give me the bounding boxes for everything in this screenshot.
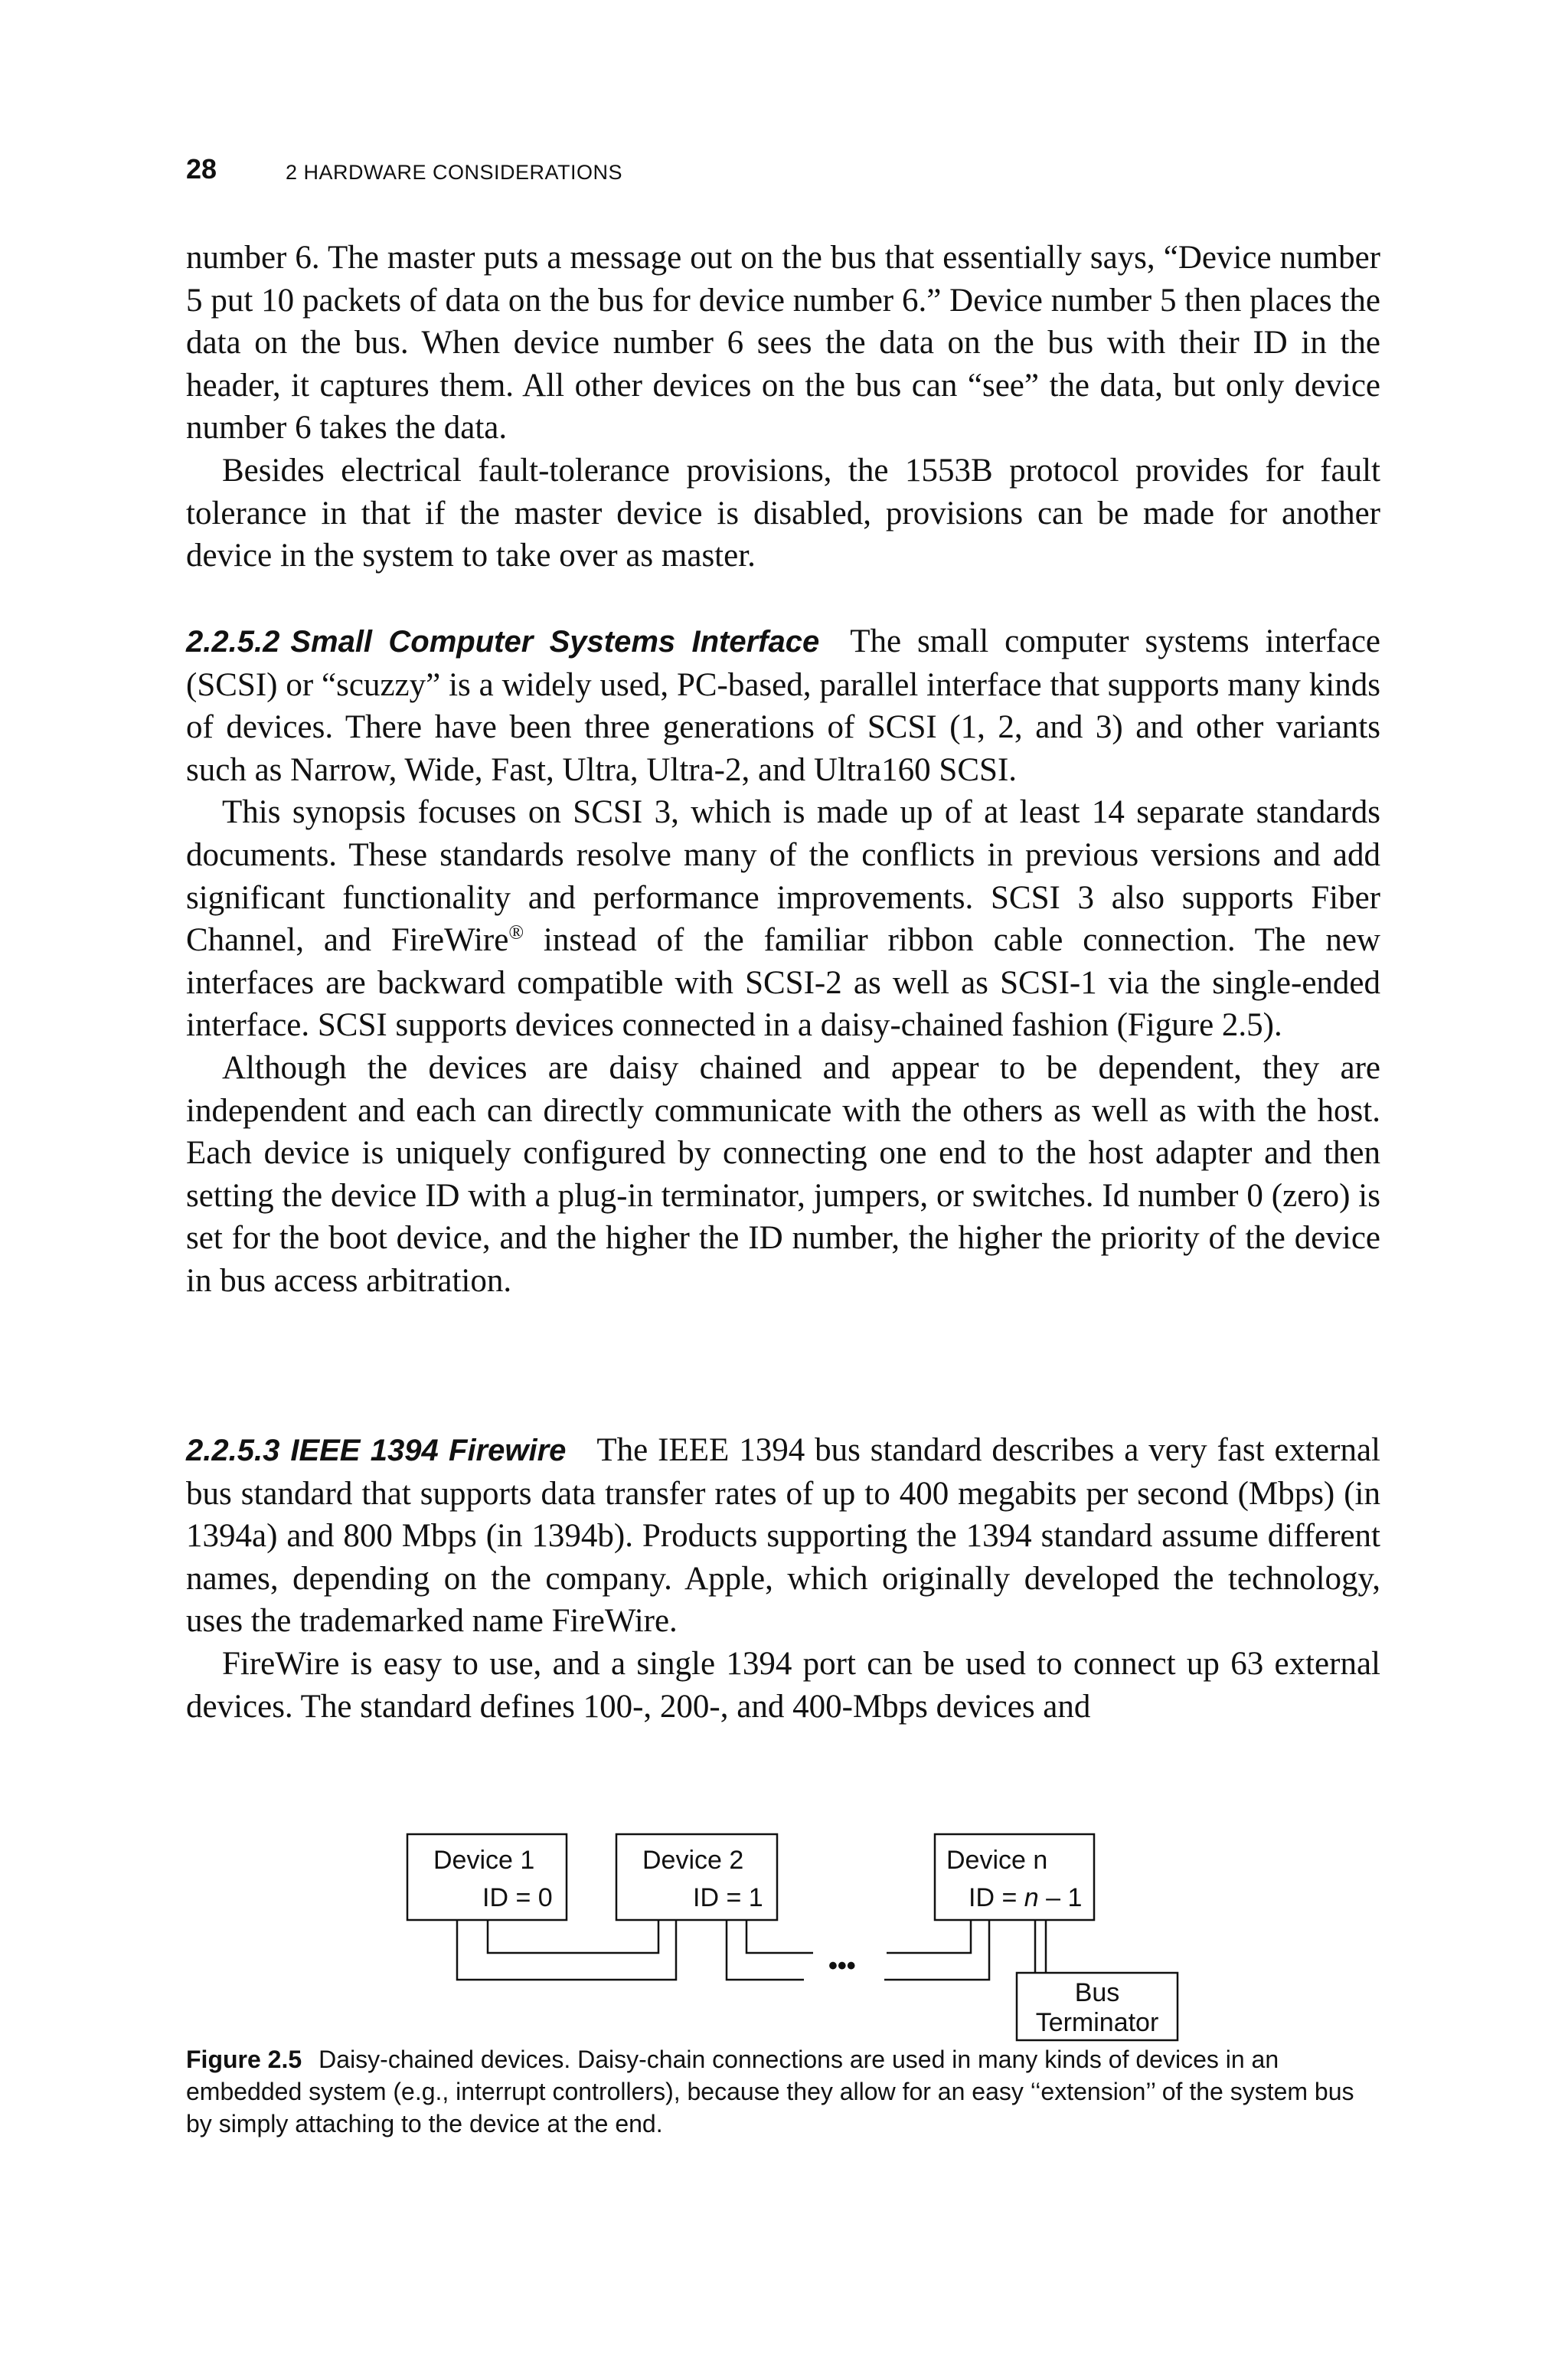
paragraph: FireWire is easy to use, and a single 1394 port can be used to connect up 63 external devices. The standard defines 100-, 200-, and 400-Mbps devices and bbox=[186, 1645, 1380, 1725]
bus-terminator-box bbox=[1017, 1973, 1178, 2040]
device-1-label: Device 1 bbox=[433, 1846, 535, 1875]
section-heading bbox=[186, 625, 819, 659]
cable-inner-2-left bbox=[746, 1920, 813, 1953]
running-head: 2 HARDWARE CONSIDERATIONS bbox=[286, 161, 623, 184]
device-n-box bbox=[935, 1834, 1094, 1920]
page-number: 28 bbox=[186, 153, 217, 185]
paragraph-text: The small computer systems interface (SCSI) or “scuzzy” is a widely used, PC-based, parallel interface that supports many kinds of devices. There have been three generations of SCSI (1, 2, and 3) and other variants such as Narrow, Wide, Fast, Ultra, Ultra-2, and Ultra160 SCSI. bbox=[186, 623, 1381, 788]
paragraph: number 6. The master puts a message out on the bus that essentially says, “Device number 5 put 10 packets of data on the bus for device number 6.” Device number 5 then places the data on the bus. When device number 6 sees the data on the bus with their ID in the header, it captures them. All other devices on the bus can “see” the data, but only device number 6 takes the data. bbox=[186, 240, 1380, 446]
section-title: IEEE 1394 Firewire bbox=[290, 1434, 567, 1467]
paragraph bbox=[186, 791, 1380, 1047]
section-number: 2.2.5.3 bbox=[186, 1434, 280, 1467]
paragraph: Although the devices are daisy chained and appear to be dependent, they are independent and each can directly communicate with the others as well as with the host. Each device is uniquely configured by connecting one end to the host adapter and then setting the device ID with a plug-in terminator, jumpers, or switches. Id number 0 (zero) is set for the boot device, and the higher the ID number, the higher the priority of the device in bus access arbitration. bbox=[186, 1049, 1380, 1299]
figure-caption-text: Daisy-chained devices. Daisy-chain connections are used in many kinds of devices in an embedded system (e.g., interrupt controllers), because they allow for an easy ‘‘extension’’ of the system bus by simply attaching to the device at the end. bbox=[186, 2046, 1354, 2137]
paragraph: Besides electrical fault-tolerance provisions, the 1553B protocol provides for fault tolerance in that if the master device is disabled, provisions can be made for another device in the system to take over as master. bbox=[186, 452, 1380, 574]
section-title: Small Computer Systems Interface bbox=[290, 625, 820, 659]
intro-text-block bbox=[186, 237, 1380, 577]
section-scsi bbox=[186, 620, 1380, 1303]
terminator-label-line1: Bus bbox=[1074, 1978, 1120, 2007]
section-heading bbox=[186, 1434, 566, 1467]
registered-mark: ® bbox=[508, 921, 524, 944]
device-n-id: ID = n – 1 bbox=[969, 1883, 1083, 1912]
terminator-label-line2: Terminator bbox=[1035, 2008, 1159, 2037]
cable-inner-n-right bbox=[887, 1920, 971, 1953]
device-2-label: Device 2 bbox=[642, 1846, 744, 1875]
figure-caption-label: Figure 2.5 bbox=[186, 2046, 302, 2073]
paragraph-text: The IEEE 1394 bus standard describes a very fast external bus standard that supports data transfer rates of up to 400 megabits per second (Mbps) (in 1394a) and 800 Mbps (in 1394b). Products supporting the 1394 standard assume different names, depending on the company. Apple, which originally developed the technology, uses the trademarked name FireWire. bbox=[186, 1432, 1380, 1640]
paragraph-text: This synopsis focuses on SCSI 3, which is made up of at least 14 separate standards documents. These standards resolve many of the conflicts in previous versions and add significant functionality and performance improvements. SCSI 3 also supports Fiber Channel, and FireWire bbox=[186, 794, 1380, 959]
paragraph-text: instead of the familiar ribbon cable connection. The new interfaces are backward compatible with SCSI-2 as well as SCSI-1 via the single-ended interface. SCSI supports devices connected in a daisy-chained fashion (Figure 2.5). bbox=[186, 922, 1380, 1044]
device-2-box bbox=[616, 1834, 777, 1920]
cable-outer-n-right bbox=[884, 1920, 989, 1980]
device-1-id: ID = 0 bbox=[482, 1883, 553, 1912]
figure-caption bbox=[186, 2043, 1380, 2140]
section-number: 2.2.5.2 bbox=[186, 625, 280, 659]
paragraph bbox=[186, 620, 1380, 791]
device-1-box bbox=[407, 1834, 567, 1920]
cable-outer-2-left bbox=[727, 1920, 804, 1980]
paragraph bbox=[186, 1429, 1380, 1643]
section-firewire bbox=[186, 1429, 1380, 1728]
device-2-id: ID = 1 bbox=[693, 1883, 763, 1912]
ellipsis-more-devices: ••• bbox=[828, 1951, 856, 1980]
cable-inner-1-2 bbox=[488, 1920, 658, 1953]
device-n-label: Device n bbox=[946, 1846, 1048, 1875]
cable-outer-1-2 bbox=[457, 1920, 676, 1980]
